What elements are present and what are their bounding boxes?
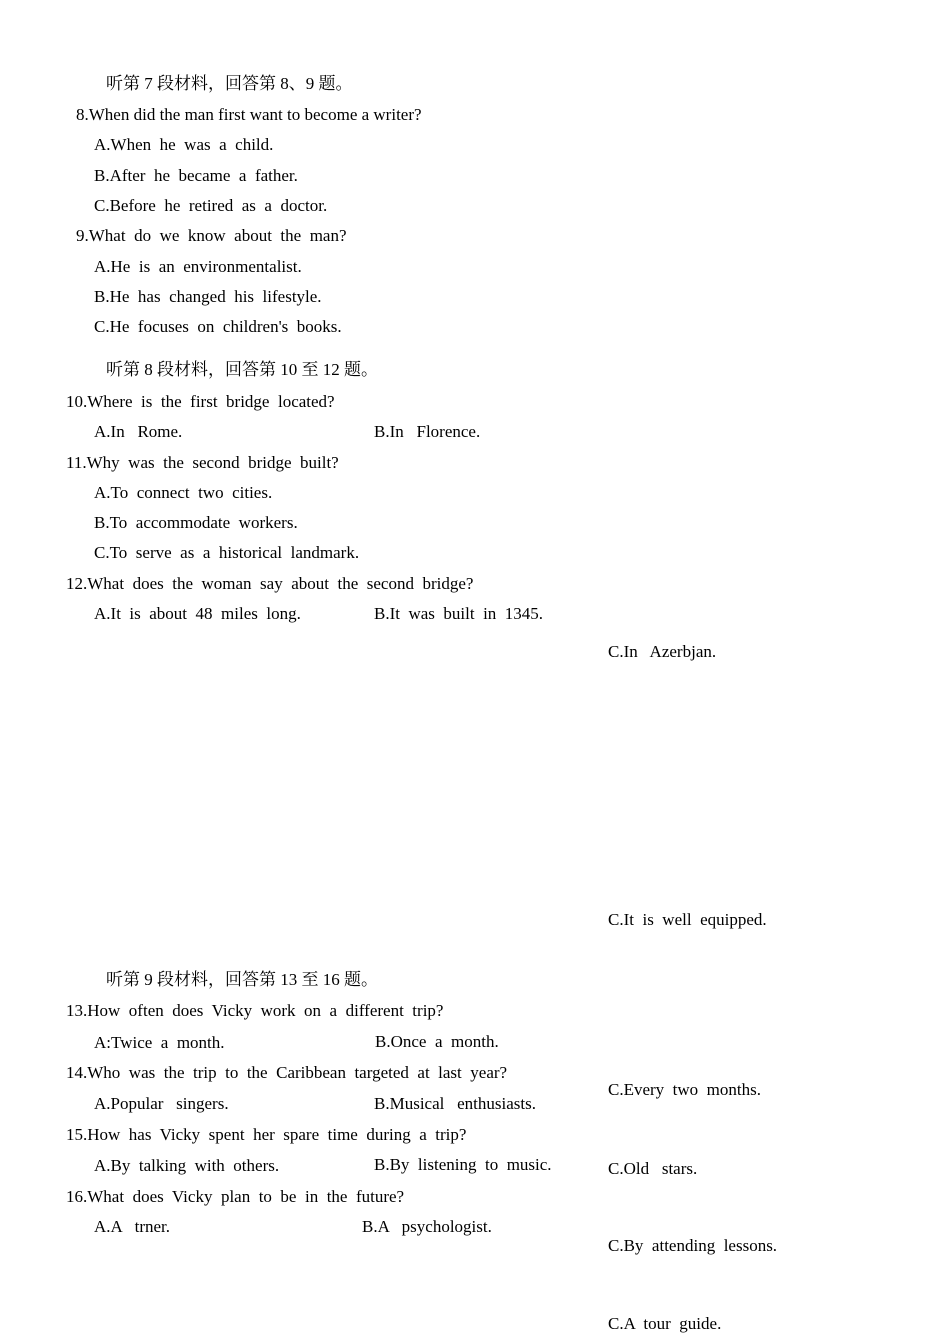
option-c: C.In Azerbjan.	[608, 642, 717, 661]
option-b: B.It was built in 1345.	[374, 604, 544, 623]
question-stem: 12.What does the woman say about the second bridge?	[66, 574, 474, 593]
option-a: A.It is about 48 miles long.	[94, 604, 301, 623]
option-a: A:Twice a month.	[94, 1033, 225, 1052]
option-b: B.To accommodate workers.	[94, 513, 298, 532]
question-stem: 16.What does Vicky plan to be in the future?	[66, 1187, 405, 1206]
option-b: B.Musical enthusiasts.	[374, 1094, 536, 1113]
option-b: B.Once a month.	[375, 1032, 499, 1051]
option-a: A.When he was a child.	[94, 135, 274, 154]
option-b: B.A psychologist.	[362, 1217, 492, 1236]
option-b: B.In Florence.	[374, 422, 481, 441]
option-b: B.After he became a father.	[94, 166, 298, 185]
option-c: C.He focuses on children's books.	[94, 317, 342, 336]
option-c: C.A tour guide.	[608, 1314, 722, 1333]
question-stem: 13.How often does Vicky work on a different trip?	[66, 1001, 444, 1020]
question-stem: 9.What do we know about the man?	[76, 226, 347, 245]
question-stem: 15.How has Vicky spent her spare time during a trip?	[66, 1125, 467, 1144]
section-heading: 听第 9 段材料，回答第 13 至 16 题。	[106, 970, 378, 989]
section-heading: 听第 7 段材料，回答第 8、9 题。	[106, 74, 353, 93]
option-a: A.To connect two cities.	[94, 483, 273, 502]
option-b: B.He has changed his lifestyle.	[94, 287, 322, 306]
option-a: A.Popular singers.	[94, 1094, 229, 1113]
question-stem: 10.Where is the first bridge located?	[66, 392, 335, 411]
section-heading: 听第 8 段材料，回答第 10 至 12 题。	[106, 360, 378, 379]
question-stem: 11.Why was the second bridge built?	[66, 453, 339, 472]
option-c: C.To serve as a historical landmark.	[94, 543, 360, 562]
option-c: C.Before he retired as a doctor.	[94, 196, 328, 215]
option-b: B.By listening to music.	[374, 1155, 552, 1174]
option-a: A.In Rome.	[94, 422, 183, 441]
option-c: C.It is well equipped.	[608, 910, 767, 929]
option-c: C.Old stars.	[608, 1159, 698, 1178]
option-c: C.Every two months.	[608, 1080, 761, 1099]
option-a: A.A trner.	[94, 1217, 171, 1236]
option-a: A.By talking with others.	[94, 1156, 280, 1175]
option-a: A.He is an environmentalist.	[94, 257, 302, 276]
question-stem: 8.When did the man first want to become a writer?	[76, 105, 422, 124]
question-stem: 14.Who was the trip to the Caribbean targeted at last year?	[66, 1063, 508, 1082]
option-c: C.By attending lessons.	[608, 1236, 778, 1255]
